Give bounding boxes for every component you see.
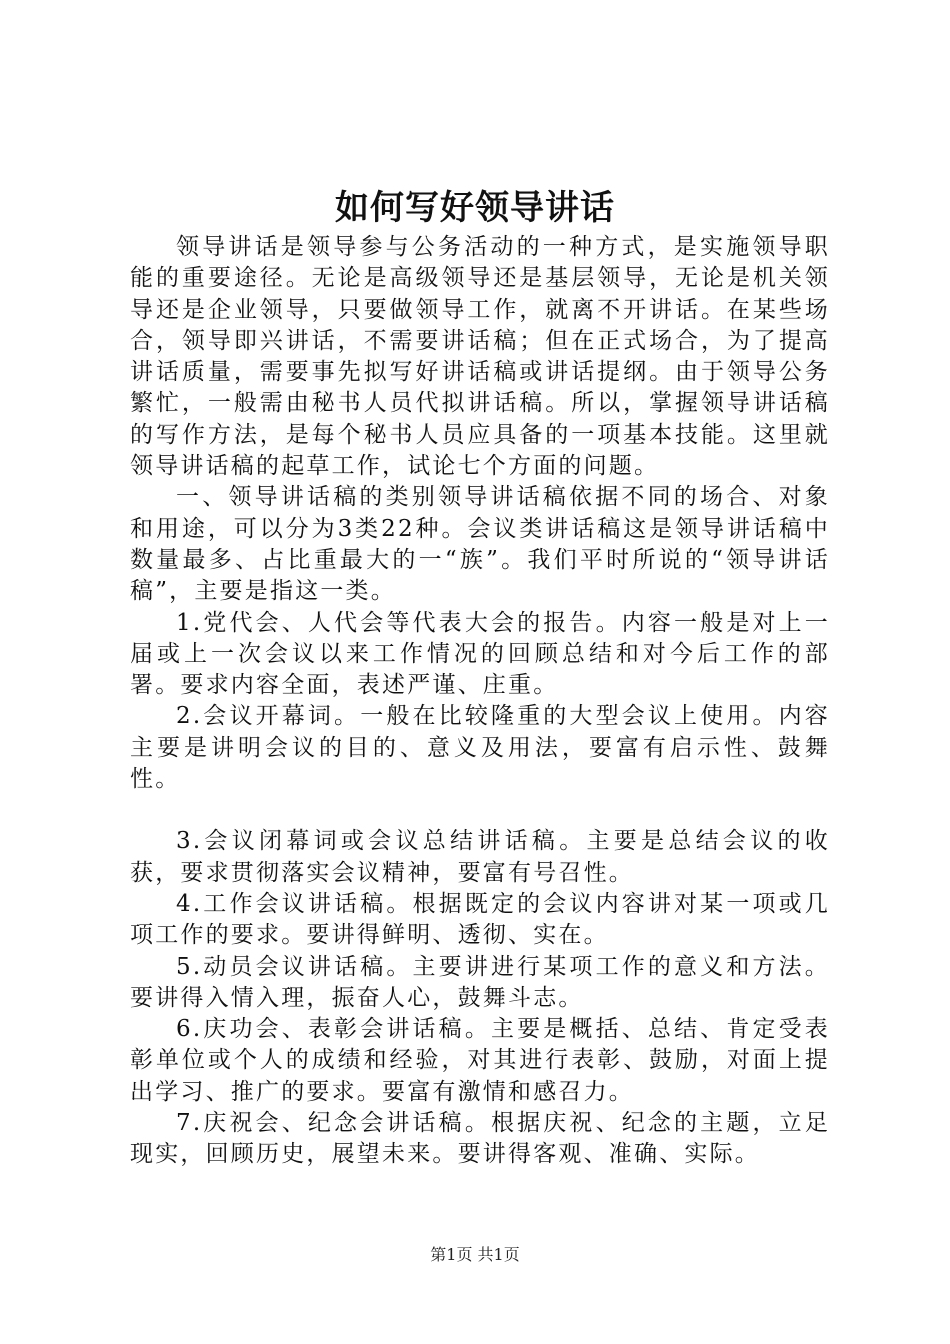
paragraph-item-3: 3.会议闭幕词或会议总结讲话稿。主要是总结会议的收获，要求贯彻落实会议精神，要富有号召性。: [130, 828, 830, 886]
document-title: 如何写好领导讲话: [335, 188, 615, 228]
paragraph-item-4: 4.工作会议讲话稿。根据既定的会议内容讲对某一项或几项工作的要求。要讲得鲜明、透彻、实在。: [130, 890, 830, 949]
paragraph-item-1: 1.党代会、人代会等代表大会的报告。内容一般是对上一届或上一次会议以来工作情况的回顾总结和对今后工作的部署。要求内容全面，表述严谨、庄重。: [130, 609, 830, 699]
paragraph-section-1: 一、领导讲话稿的类别领导讲话稿依据不同的场合、对象和用途，可以分为3类22种。会议类讲话稿这是领导讲话稿中数量最多、占比重最大的一“族”。我们平时所说的“领导讲话稿”，主要是指这一类。: [130, 484, 830, 605]
paragraph-item-7: 7.庆祝会、纪念会讲话稿。根据庆祝、纪念的主题，立足现实，回顾历史，展望未来。要讲得客观、准确、实际。: [130, 1110, 830, 1168]
paragraph-intro: 领导讲话是领导参与公务活动的一种方式，是实施领导职能的重要途径。无论是高级领导还是基层领导，无论是机关领导还是企业领导，只要做领导工作，就离不开讲话。在某些场合，领导即兴讲话，不需要讲话稿；但在正式场合，为了提高讲话质量，需要事先拟写好讲话稿或讲话提纲。由于领导公务繁忙，一般需由秘书人员代拟讲话稿。所以，掌握领导讲话稿的写作方法，是每个秘书人员应具备的一项基本技能。这里就领导讲话稿的起草工作，试论七个方面的问题。: [130, 234, 830, 480]
page-footer: 第1页 共1页: [430, 1245, 520, 1264]
paragraph-item-6: 6.庆功会、表彰会讲话稿。主要是概括、总结、肯定受表彰单位或个人的成绩和经验，对其进行表彰、鼓励，对面上提出学习、推广的要求。要富有激情和感召力。: [130, 1016, 830, 1105]
paragraph-item-5: 5.动员会议讲话稿。主要讲进行某项工作的意义和方法。要讲得入情入理，振奋人心，鼓舞斗志。: [130, 953, 830, 1011]
document-body: [130, 232, 830, 1171]
paragraph-item-2: 2.会议开幕词。一般在比较隆重的大型会议上使用。内容主要是讲明会议的目的、意义及用法，要富有启示性、鼓舞性。: [130, 703, 830, 793]
